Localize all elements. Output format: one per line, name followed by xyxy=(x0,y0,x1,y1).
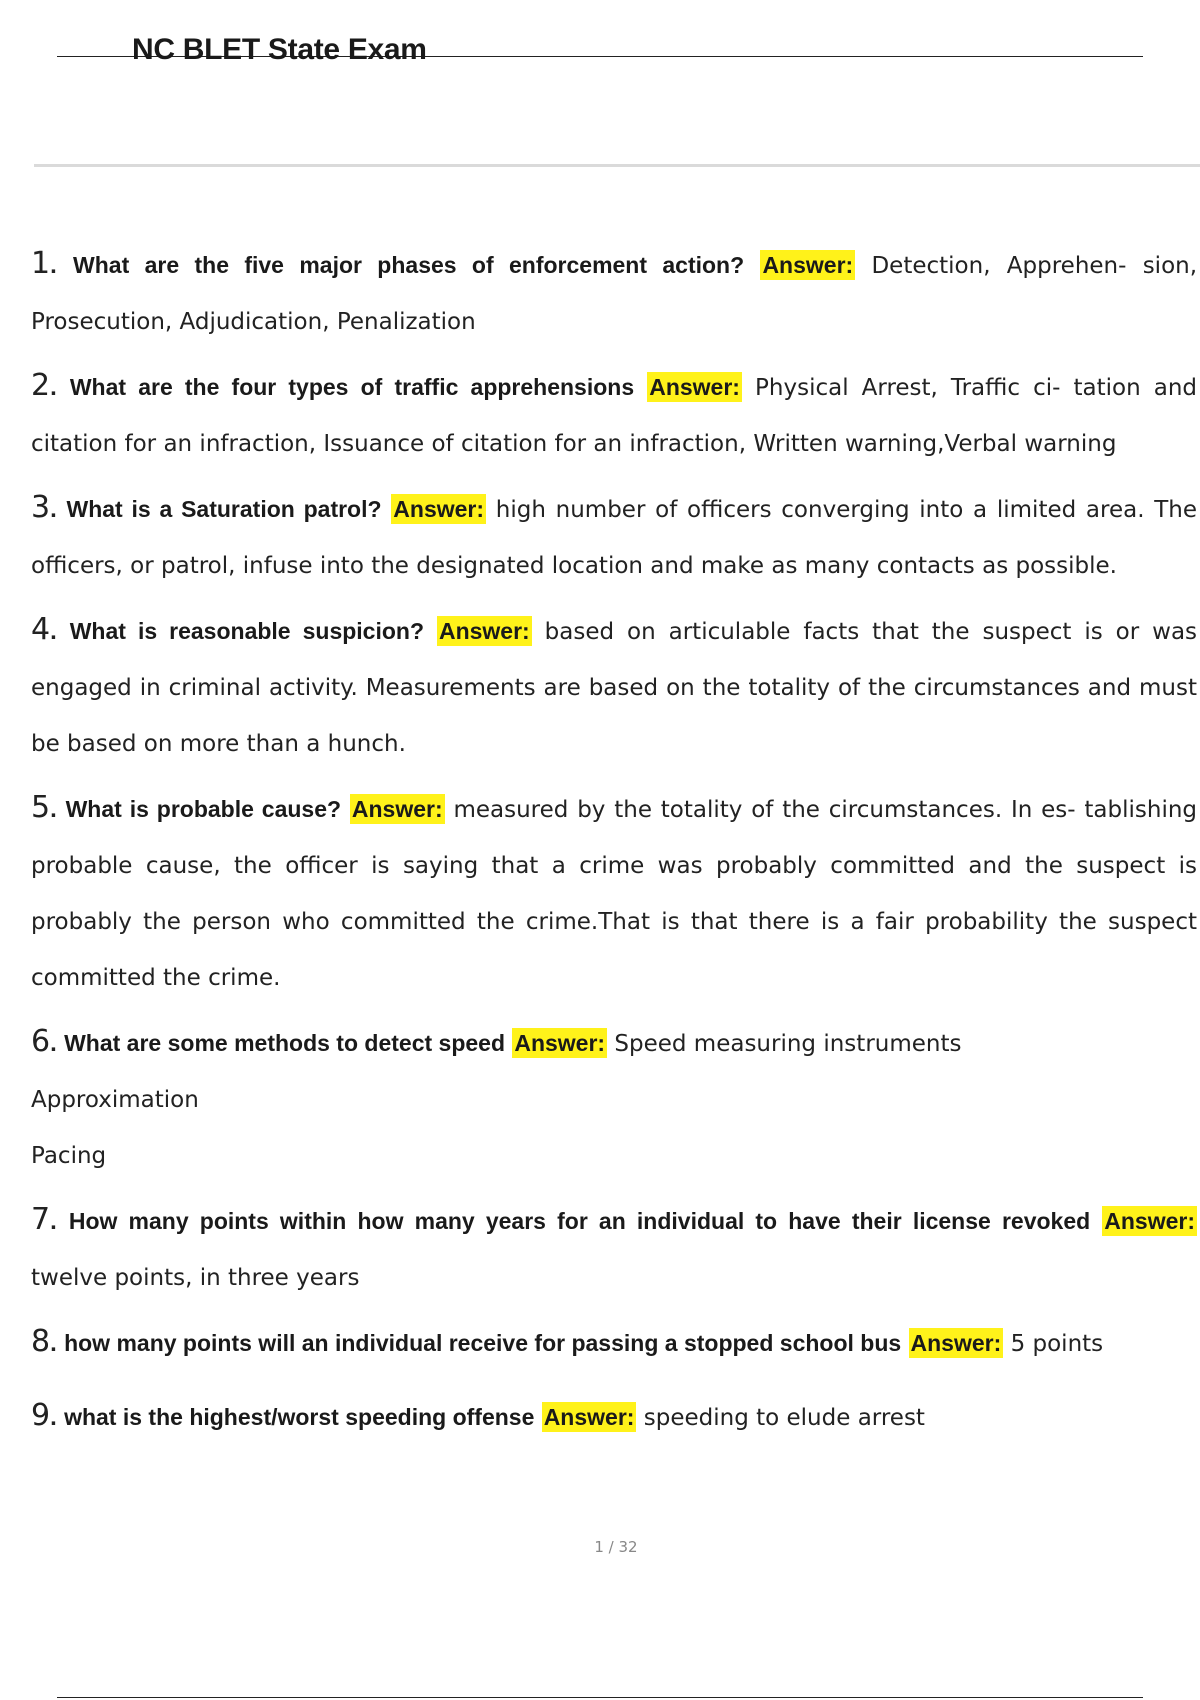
question-text: What is reasonable suspicion? xyxy=(69,618,425,644)
answer-label: Answer: xyxy=(543,1404,635,1430)
answer-text: measured by the totality of the circumstances. In es- tablishing probable cause, the officer is saying that a crime was probably committed and the suspect is probably the person who committed the crime.That is that there is a fair probability the suspect committed the crime. xyxy=(31,797,1198,991)
answer-text: twelve points, in three years xyxy=(31,1265,360,1291)
answer-label: Answer: xyxy=(351,796,443,822)
document-title: NC BLET State Exam xyxy=(132,33,427,66)
answer-extra-line: Pacing xyxy=(31,1143,107,1169)
answer-label: Answer: xyxy=(910,1330,1002,1356)
question-number: 2 xyxy=(31,368,51,403)
answer-text: 5 points xyxy=(1010,1331,1104,1357)
question-number: 4 xyxy=(31,612,51,647)
question-text: what is the highest/worst speeding offense xyxy=(64,1404,535,1430)
question-text: What are some methods to detect speed xyxy=(64,1030,506,1056)
answer-text: Physical Arrest, Traffic ci- tation and citation for an infraction, Issuance of citation for an infraction, Written warning,Verbal warning xyxy=(31,375,1198,457)
answer-label: Answer: xyxy=(1104,1208,1196,1234)
question-text: How many points within how many years for an individual to have their license revoked xyxy=(68,1208,1091,1234)
question-item-8: 8. how many points will an individual receive for passing a stopped school bus Answer: 5 points xyxy=(31,1324,1104,1359)
answer-label: Answer: xyxy=(649,374,740,400)
question-list xyxy=(31,236,1197,1454)
question-text: What is a Saturation patrol? xyxy=(66,496,382,522)
question-text: how many points will an individual receive for passing a stopped school bus xyxy=(64,1330,902,1356)
question-item-1: 1. What are the five major phases of enforcement action? Answer: Detection, Apprehen- sion, Prosecution, Adjudication, Penalization xyxy=(31,246,1198,335)
footer-rule xyxy=(57,1697,1143,1698)
question-number: 6 xyxy=(31,1024,51,1059)
question-number: 7 xyxy=(31,1202,51,1237)
question-item-4: 4. What is reasonable suspicion? Answer: based on articulable facts that the suspect is or was engaged in criminal activity. Measurements are based on the totality of the circumstances and must be based on more than a hunch. xyxy=(31,612,1198,757)
question-text: What is probable cause? xyxy=(65,796,342,822)
answer-label: Answer: xyxy=(762,252,854,278)
question-number: 5 xyxy=(31,790,51,825)
question-item-5: 5. What is probable cause? Answer: measured by the totality of the circumstances. In es- tablishing probable cause, the officer is saying that a crime was probably committed and the suspect is probably the person who committed the crime.That is that there is a fair probability the suspect committed the crime. xyxy=(31,790,1198,991)
question-item-9: 9. what is the highest/worst speeding offense Answer: speeding to elude arrest xyxy=(31,1398,925,1433)
answer-text: Detection, Apprehen- sion, Prosecution, Adjudication, Penalization xyxy=(31,253,1198,335)
answer-text: based on articulable facts that the suspect is or was engaged in criminal activity. Measurements are based on the totality of the circumstances and must be based on more than a hunch. xyxy=(31,619,1198,757)
question-item-3: 3. What is a Saturation patrol? Answer: high number of officers converging into a limited area. The officers, or patrol, infuse into the designated location and make as many contacts as possible. xyxy=(31,490,1198,579)
question-number: 3 xyxy=(31,490,51,525)
answer-label: Answer: xyxy=(514,1030,606,1056)
question-number: 9 xyxy=(31,1398,51,1433)
question-item-2: 2. What are the four types of traffic apprehensions Answer: Physical Arrest, Traffic ci- tation and citation for an infraction, Issuance of citation for an infraction, Written warning,Verbal warning xyxy=(31,368,1198,457)
answer-text: high number of officers converging into a limited area. The officers, or patrol, infuse into the designated location and make as many contacts as possible. xyxy=(31,497,1198,579)
answer-label: Answer: xyxy=(438,618,530,644)
question-number: 1 xyxy=(31,246,51,281)
answer-text: Speed measuring instruments xyxy=(614,1031,962,1057)
question-item-7: 7. How many points within how many years for an individual to have their license revoked Answer: twelve points, in three years xyxy=(31,1202,1196,1291)
question-item-6: 6. What are some methods to detect speed Answer: Speed measuring instruments Approximation Pacing xyxy=(31,1014,1197,1184)
page-indicator: 1 / 32 xyxy=(594,1538,638,1556)
answer-label: Answer: xyxy=(393,496,485,522)
question-number: 8 xyxy=(31,1324,51,1359)
question-text: What are the five major phases of enforcement action? xyxy=(73,252,745,278)
answer-extra-line: Approximation xyxy=(31,1087,199,1113)
header-divider xyxy=(34,164,1200,167)
question-text: What are the four types of traffic apprehensions xyxy=(69,374,635,400)
answer-text: speeding to elude arrest xyxy=(643,1405,925,1431)
